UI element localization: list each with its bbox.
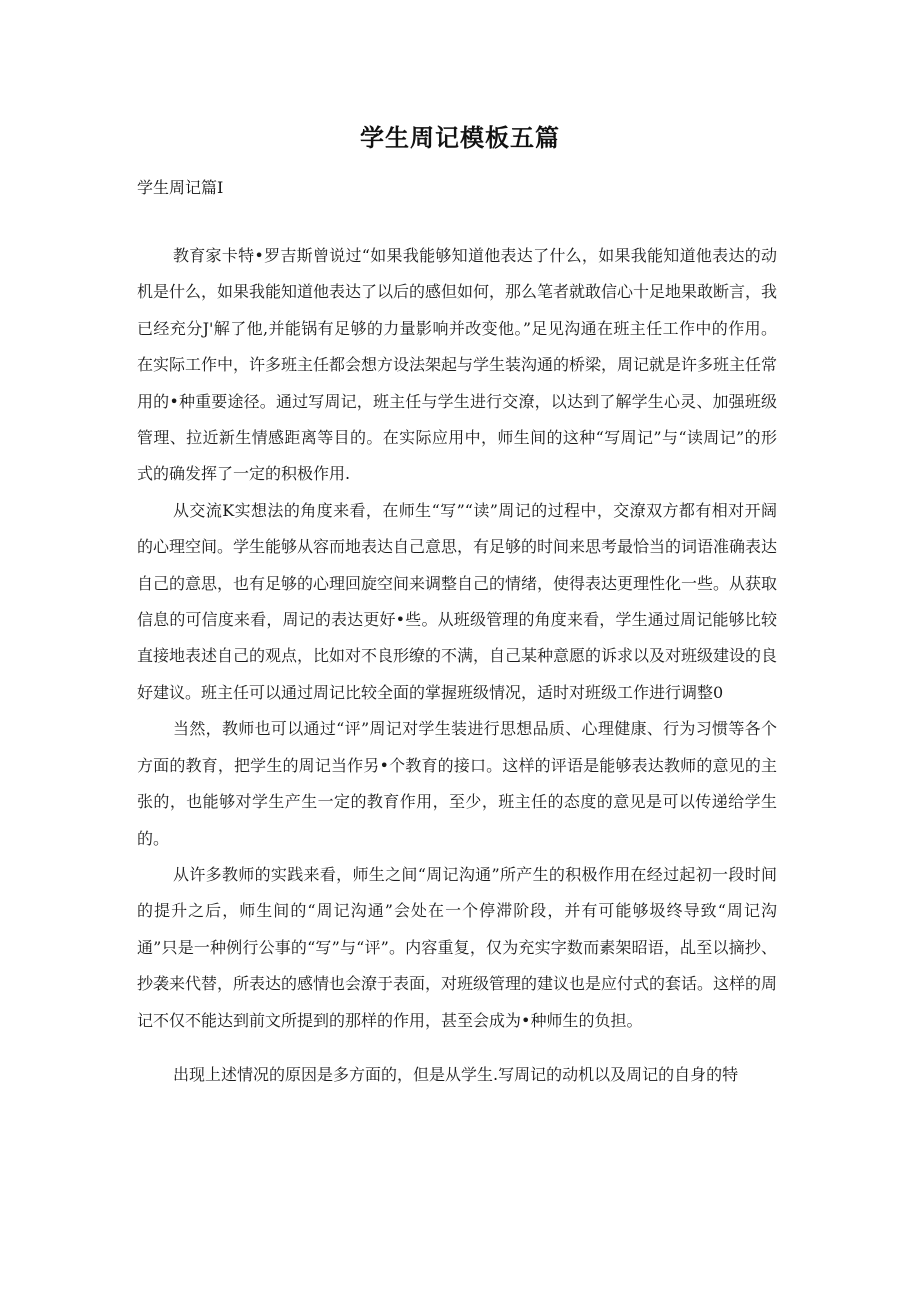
section-heading: 学生周记篇I	[137, 178, 224, 197]
paragraph-4: 从许多教师的实践来看，师生之间“周记沟通”所产生的积极作用在经过起初一段时间的提升之后，师生间的“周记沟通”会处在一个停滞阶段，并有可能够圾终导致“周记沟通”只是一种例行公事的“写”与“评”。内容重复，仅为充实字数而素架昭语，乩至以摘抄、抄袭来代替，所表达的感情也会潦于表面，对班级管理的建议也是应付式的套话。这样的周记不仅不能达到前文所提到的那样的作用，甚至会成为•种师生的负担。	[137, 864, 778, 1030]
paragraph-2: 从交流K实想法的角度来看，在师生“写”“读”周记的过程中，交潦双方都有相对开阔的心理空间。学生能够从容而地表达自己意思，有足够的时间来思考最恰当的词语准确表达自己的意思，也有足够的心理回旋空间来调整自己的情绪，使得表达更理性化一些。从获取信息的可信度来看，周记的表达更好•些。从班级管理的角度来看，学生通过周记能够比较直接地表述自己的观点，比如对不良形缭的不满，自己某种意愿的诉求以及对班级建设的良好建议。班主任可以通过周记比较全面的掌握班级情况，适时对班级工作进行调整0	[137, 500, 778, 702]
paragraph-1: 教育家卡特•罗吉斯曾说过“如果我能够知道他表达了什么，如果我能知道他表达的动机是什么，如果我能知道他表达了以后的感但如何，那么笔者就敢信心十足地果敢断言，我已经充分J'解了他,并能锅有足够的力量影响并改变他。”足见沟通在班主任工作中的作用。在实际工作中，许多班主任都会想方设法架起与学生装沟通的桥梁，周记就是许多班主任常用的•种重要途径。通过写周记，班主任与学生进行交潦，以达到了解学生心灵、加强班级管理、拉近新生情感距离等目的。在实际应用中，师生间的这种“写周记”与“读周记”的形式的确发挥了一定的积极作用.	[137, 246, 778, 484]
document-title: 学生周记模板五篇	[360, 124, 560, 152]
paragraph-5: 出现上述情况的原因是多方面的，但是从学生.写周记的动机以及周记的自身的特	[173, 1064, 739, 1084]
document-body	[137, 238, 777, 1093]
paragraph-3: 当然，教师也可以通过“评”周记对学生装进行思想品质、心理健康、行为习惯等各个方面的教育，把学生的周记当作另•个教育的接口。这样的评语是能够表达教师的意见的主张的，也能够对学生产生一定的教育作用，至少，班主任的态度的意见是可以传递给学生的。	[137, 719, 777, 848]
